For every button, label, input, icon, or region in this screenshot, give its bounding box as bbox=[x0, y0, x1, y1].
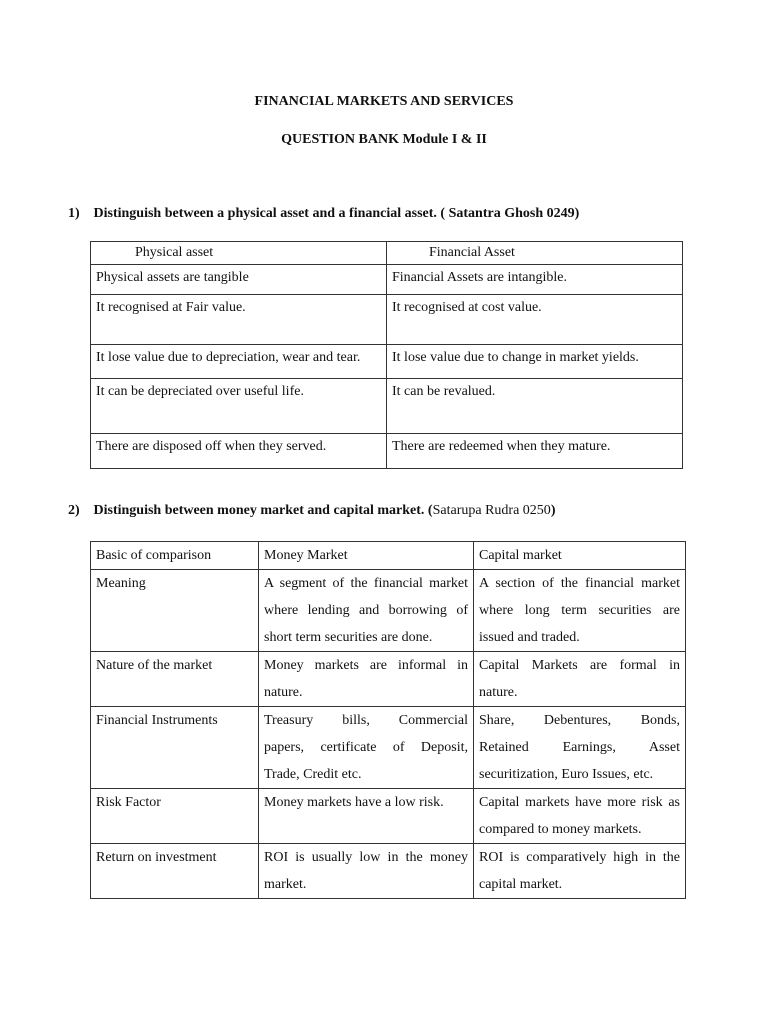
question-number: 2) bbox=[68, 503, 80, 518]
table-cell: It recognised at cost value. bbox=[387, 295, 683, 345]
table-row bbox=[91, 707, 686, 789]
question-author: Satarupa Rudra 0250 bbox=[432, 503, 551, 518]
capital-market-cell bbox=[474, 789, 686, 844]
cell-line: nature. bbox=[479, 685, 518, 700]
cell-line: ROI is usually low in the money bbox=[264, 850, 468, 865]
question-text: Distinguish between money market and capital market. ( bbox=[93, 503, 433, 518]
header-cell: Financial Asset bbox=[387, 242, 683, 265]
table-row bbox=[91, 295, 683, 345]
cell-line: Money markets are informal in bbox=[264, 658, 468, 673]
table-cell: It can be revalued. bbox=[387, 379, 683, 434]
table-row bbox=[91, 570, 686, 652]
document-subtitle: QUESTION BANK Module I & II bbox=[281, 132, 487, 147]
table-row bbox=[91, 789, 686, 844]
question-close-paren: ) bbox=[550, 503, 556, 518]
header-cell: Capital market bbox=[474, 542, 686, 570]
table-cell: It recognised at Fair value. bbox=[91, 295, 387, 345]
capital-market-cell bbox=[474, 844, 686, 899]
money-market-cell bbox=[259, 570, 474, 652]
cell-line: A section of the financial market bbox=[479, 576, 680, 591]
question-2 bbox=[68, 503, 555, 519]
cell-line: Money markets have a low risk. bbox=[264, 795, 444, 810]
cell-line: Share, Debentures, Bonds, bbox=[479, 713, 680, 728]
row-label: Risk Factor bbox=[91, 789, 259, 844]
table-cell: It lose value due to change in market yields. bbox=[387, 345, 683, 379]
cell-line: short term securities are done. bbox=[264, 630, 433, 645]
question-number: 1) bbox=[68, 206, 80, 221]
table-row bbox=[91, 345, 683, 379]
table-cell: There are disposed off when they served. bbox=[91, 434, 387, 469]
money-market-cell bbox=[259, 789, 474, 844]
capital-market-cell bbox=[474, 707, 686, 789]
header-cell: Physical asset bbox=[91, 242, 387, 265]
cell-line: Trade, Credit etc. bbox=[264, 767, 362, 782]
cell-line: Retained Earnings, Asset bbox=[479, 740, 680, 755]
cell-line: A segment of the financial market bbox=[264, 576, 468, 591]
table-row bbox=[91, 652, 686, 707]
table-row bbox=[91, 434, 683, 469]
table-cell: It lose value due to depreciation, wear and tear. bbox=[91, 345, 387, 379]
cell-line: where long term securities are bbox=[479, 603, 680, 618]
table-cell: Financial Assets are intangible. bbox=[387, 265, 683, 295]
physical-vs-financial-table bbox=[90, 241, 683, 469]
cell-line: Capital Markets are formal in bbox=[479, 658, 680, 673]
capital-market-cell bbox=[474, 652, 686, 707]
row-label: Return on investment bbox=[91, 844, 259, 899]
cell-line: capital market. bbox=[479, 877, 563, 892]
cell-line: Treasury bills, Commercial bbox=[264, 713, 468, 728]
table-header-row bbox=[91, 542, 686, 570]
document-title: FINANCIAL MARKETS AND SERVICES bbox=[254, 94, 514, 109]
cell-line: nature. bbox=[264, 685, 303, 700]
header-cell: Basic of comparison bbox=[91, 542, 259, 570]
row-label: Nature of the market bbox=[91, 652, 259, 707]
table-row bbox=[91, 844, 686, 899]
question-1 bbox=[68, 206, 579, 222]
money-market-cell bbox=[259, 844, 474, 899]
header-cell: Money Market bbox=[259, 542, 474, 570]
cell-line: compared to money markets. bbox=[479, 822, 642, 837]
cell-line: market. bbox=[264, 877, 307, 892]
table-row bbox=[91, 379, 683, 434]
money-market-cell bbox=[259, 707, 474, 789]
table-cell: It can be depreciated over useful life. bbox=[91, 379, 387, 434]
cell-line: where lending and borrowing of bbox=[264, 603, 468, 618]
table-cell: Physical assets are tangible bbox=[91, 265, 387, 295]
table-row bbox=[91, 265, 683, 295]
cell-line: ROI is comparatively high in the bbox=[479, 850, 680, 865]
cell-line: Capital markets have more risk as bbox=[479, 795, 680, 810]
table-cell: There are redeemed when they mature. bbox=[387, 434, 683, 469]
cell-line: securitization, Euro Issues, etc. bbox=[479, 767, 654, 782]
cell-line: issued and traded. bbox=[479, 630, 580, 645]
cell-line: papers, certificate of Deposit, bbox=[264, 740, 468, 755]
question-text: Distinguish between a physical asset and a financial asset. ( Satantra Ghosh 0249) bbox=[93, 206, 580, 221]
money-market-cell bbox=[259, 652, 474, 707]
money-vs-capital-table bbox=[90, 541, 686, 899]
row-label: Financial Instruments bbox=[91, 707, 259, 789]
capital-market-cell bbox=[474, 570, 686, 652]
table-header-row bbox=[91, 242, 683, 265]
row-label: Meaning bbox=[91, 570, 259, 652]
